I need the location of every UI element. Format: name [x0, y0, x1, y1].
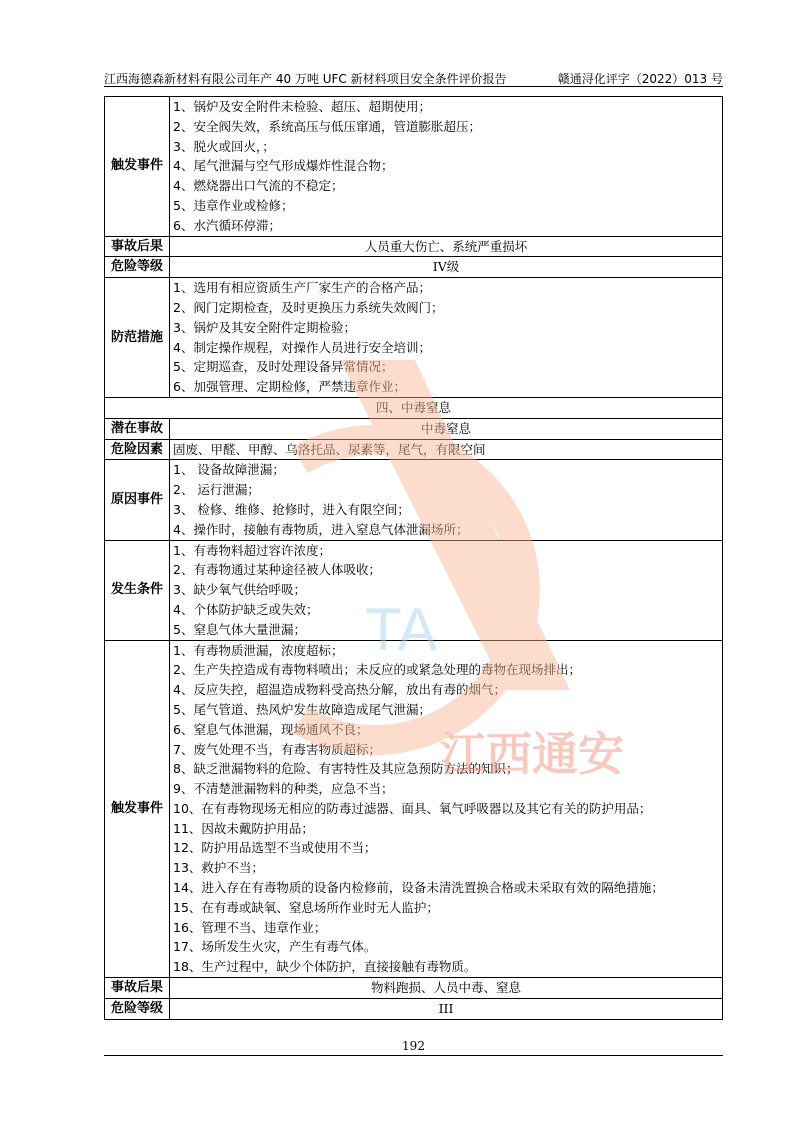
- row-label: 事故后果: [105, 978, 170, 999]
- list-item: 5、窒息气体大量泄漏；: [173, 621, 306, 637]
- list-item: 9、不清楚泄漏物料的种类，应急不当；: [173, 781, 394, 797]
- list-item: 13、救护不当；: [173, 860, 264, 876]
- list-item: 1、锅炉及安全附件未检验、超压、超期使用；: [173, 99, 431, 114]
- list-item: 2、有毒物通过某种途径被人体吸收；: [173, 562, 381, 578]
- page-number: 192: [402, 1039, 425, 1053]
- list-item: 1、选用有相应资质生产厂家生产的合格产品；: [173, 280, 431, 296]
- row-label: 原因事件: [105, 460, 170, 540]
- section-heading: 四、中毒窒息: [105, 397, 723, 418]
- hazard-value: 固废、甲醛、甲醇、乌洛托品、尿素等，尾气，有限空间: [170, 439, 723, 460]
- list-item: 12、防护用品选型不当或使用不当；: [173, 840, 377, 856]
- list-item: 17、场所发生火灾，产生有毒气体。: [173, 939, 377, 955]
- trigger-list-1: [170, 97, 723, 237]
- level-value-2: III: [170, 998, 723, 1019]
- list-item: 2、阀门定期检查，及时更换压力系统失效阀门；: [173, 299, 444, 315]
- list-item: 5、定期巡查，及时处理设备异常情况；: [173, 359, 394, 375]
- list-item: 6、窒息气体泄漏，现场通风不良；: [173, 721, 369, 737]
- list-item: 4、操作时，接触有毒物质，进入窒息气体泄漏场所；: [173, 521, 469, 537]
- row-label: 触发事件: [105, 97, 170, 237]
- trigger-row-2: [105, 640, 723, 978]
- list-item: 2、 运行泄漏；: [173, 482, 260, 498]
- report-number: 赣通浔化评字（2022）013 号: [557, 72, 723, 86]
- watermark-text: 江西通安: [440, 727, 624, 781]
- list-item: 1、 设备故障泄漏；: [173, 462, 285, 478]
- list-item: 4、反应失控，超温造成物料受高热分解，放出有毒的烟气；: [173, 682, 506, 698]
- list-item: 14、进入存在有毒物质的设备内检修前，设备未清洗置换合格或未采取有效的隔绝措施；: [173, 880, 664, 896]
- list-item: 18、生产过程中，缺少个体防护，直接接触有毒物质。: [173, 959, 477, 975]
- list-item: 4、制定操作规程，对操作人员进行安全培训；: [173, 339, 431, 355]
- report-title: 江西海德森新材料有限公司年产 40 万吨 UFC 新材料项目安全条件评价报告: [104, 72, 507, 86]
- list-item: 1、有毒物料超过容许浓度；: [173, 542, 331, 558]
- consequence-value-2: 物料跑损、人员中毒、窒息: [170, 978, 723, 999]
- level-row-2: [105, 998, 723, 1019]
- list-item: 11、因故未戴防护用品；: [173, 820, 314, 836]
- safety-table: [104, 96, 723, 1020]
- footer-rule: [104, 1055, 723, 1056]
- list-item: 1、有毒物质泄漏，浓度超标；: [173, 642, 344, 658]
- trigger-list-2: [170, 640, 723, 978]
- list-item: 7、废气处理不当，有毒害物质超标；: [173, 741, 381, 757]
- list-item: 4、燃烧器出口气流的不稳定；: [173, 178, 344, 194]
- section-row: [105, 397, 723, 418]
- page-header: [104, 68, 723, 87]
- list-item: 4、个体防护缺乏或失效；: [173, 601, 319, 617]
- list-item: 5、违章作业或检修；: [173, 197, 294, 213]
- cause-row: [105, 460, 723, 540]
- level-row-1: [105, 257, 723, 278]
- row-label: 危险等级: [105, 998, 170, 1019]
- row-label: 危险因素: [105, 439, 170, 460]
- list-item: 15、在有毒或缺氧、窒息场所作业时无人监护；: [173, 899, 439, 915]
- list-item: 10、在有毒物现场无相应的防毒过滤器、面具、氧气呼吸器以及其它有关的防护用品；: [173, 800, 652, 816]
- list-item: 6、加强管理、定期检修，严禁违章作业；: [173, 379, 406, 395]
- list-item: 3、脱火或回火，；: [173, 138, 275, 154]
- potential-value: 中毒窒息: [170, 418, 723, 439]
- potential-row: [105, 418, 723, 439]
- list-item: 2、安全阀失效，系统高压与低压窜通，管道膨胀超压；: [173, 118, 481, 134]
- prevention-row: [105, 278, 723, 398]
- watermark-letters: TA: [365, 596, 438, 663]
- list-item: 5、尾气管道、热风炉发生故障造成尾气泄漏；: [173, 701, 431, 717]
- trigger-row-1: [105, 97, 723, 237]
- consequence-row-2: [105, 978, 723, 999]
- row-label: 触发事件: [105, 640, 170, 978]
- row-label: 防范措施: [105, 278, 170, 398]
- row-label: 危险等级: [105, 257, 170, 278]
- list-item: 6、水汽循环停滞；: [173, 217, 281, 233]
- level-value-1: IV级: [170, 257, 723, 278]
- hazard-row: [105, 439, 723, 460]
- consequence-value-1: 人员重大伤亡、系统严重损坏: [170, 236, 723, 257]
- prevention-list: [170, 278, 723, 398]
- row-label: 潜在事故: [105, 418, 170, 439]
- condition-list: [170, 540, 723, 640]
- row-label: 发生条件: [105, 540, 170, 640]
- consequence-row-1: [105, 236, 723, 257]
- list-item: 3、 检修、维修、抢修时，进入有限空间；: [173, 501, 410, 517]
- list-item: 8、缺乏泄漏物料的危险、有害特性及其应急预防方法的知识；: [173, 761, 519, 777]
- list-item: 16、管理不当、违章作业；: [173, 919, 327, 935]
- list-item: 4、尾气泄漏与空气形成爆炸性混合物；: [173, 158, 394, 174]
- cause-list: [170, 460, 723, 540]
- list-item: 3、缺少氧气供给呼吸；: [173, 582, 306, 598]
- row-label: 事故后果: [105, 236, 170, 257]
- condition-row: [105, 540, 723, 640]
- list-item: 3、锅炉及其安全附件定期检验；: [173, 319, 356, 335]
- list-item: 2、生产失控造成有毒物料喷出；未反应的或紧急处理的毒物在现场排出；: [173, 662, 581, 678]
